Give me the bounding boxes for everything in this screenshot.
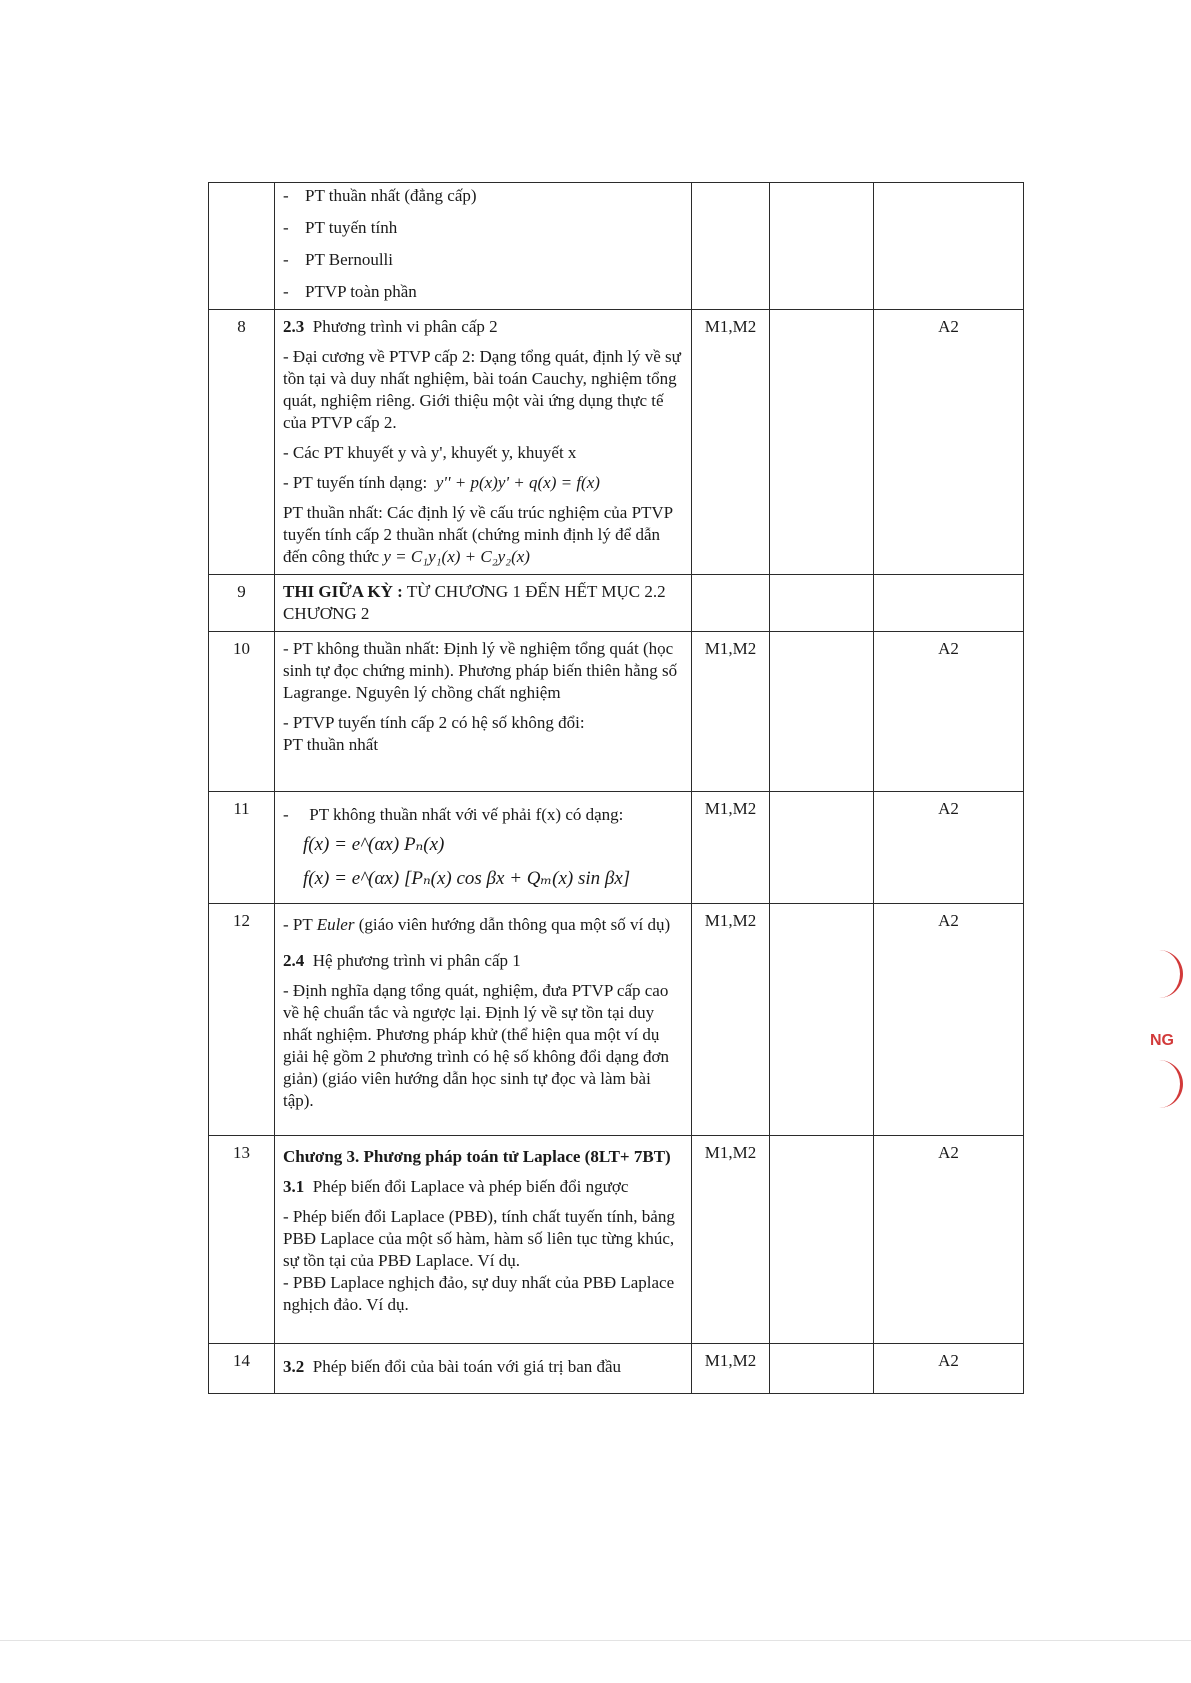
- empty-cell: [770, 575, 874, 632]
- formula: f(x) = e^(αx) [Pₙ(x) cos βx + Qₘ(x) sin βx]: [303, 868, 631, 889]
- week-number-cell: 8: [209, 310, 275, 575]
- week-number-cell: 14: [209, 1344, 275, 1394]
- paragraph: - PT Euler (giáo viên hướng dẫn thông qua một số ví dụ): [283, 915, 671, 934]
- exam-label: THI GIỮA KỲ :: [283, 582, 403, 601]
- content-cell: [275, 183, 692, 310]
- content-cell: [275, 632, 692, 792]
- clo-cell: [692, 575, 770, 632]
- assessment-cell: A2: [874, 904, 1024, 1136]
- week-number-cell: 12: [209, 904, 275, 1136]
- formula: f(x) = e^(αx) Pₙ(x): [303, 834, 445, 855]
- clo-cell: M1,M2: [692, 904, 770, 1136]
- formula: y = C₁y₁(x) + C₂y₂(x): [383, 547, 530, 566]
- table-row: [209, 310, 1024, 575]
- table-row: [209, 1136, 1024, 1344]
- paragraph: - PT không thuần nhất với vế phải f(x) có dạng:: [283, 805, 624, 824]
- list-item: - PTVP toàn phần: [283, 282, 417, 301]
- clo-cell: M1,M2: [692, 1136, 770, 1344]
- assessment-cell: A2: [874, 1344, 1024, 1394]
- exam-scope: TỪ CHƯƠNG 1 ĐẾN HẾT MỤC 2.2 CHƯƠNG 2: [283, 582, 666, 623]
- empty-cell: [770, 310, 874, 575]
- table-row: [209, 632, 1024, 792]
- clo-cell: M1,M2: [692, 632, 770, 792]
- assessment-cell: A2: [874, 632, 1024, 792]
- section-heading: 2.3 Phương trình vi phân cấp 2: [283, 317, 498, 336]
- clo-cell: [692, 183, 770, 310]
- week-number-cell: 11: [209, 792, 275, 904]
- syllabus-table: [208, 182, 1024, 1394]
- empty-cell: [770, 183, 874, 310]
- clo-cell: M1,M2: [692, 310, 770, 575]
- stamp-arc: [1148, 1060, 1183, 1108]
- week-number-cell: [209, 183, 275, 310]
- paragraph: PT thuần nhất: [283, 735, 379, 754]
- list-item: - PT thuần nhất (đẳng cấp): [283, 186, 477, 205]
- table-row: [209, 575, 1024, 632]
- table-row: [209, 904, 1024, 1136]
- week-number-cell: 13: [209, 1136, 275, 1344]
- empty-cell: [770, 792, 874, 904]
- section-heading: 2.4 Hệ phương trình vi phân cấp 1: [283, 951, 521, 970]
- empty-cell: [770, 1136, 874, 1344]
- paragraph: PT thuần nhất: Các định lý về cấu trúc nghiệm của PTVP tuyến tính cấp 2 thuần nhất (chứng minh định lý để dẫn đến công thức y = C₁y₁(x) + C₂y₂(x): [283, 503, 673, 566]
- clo-cell: M1,M2: [692, 792, 770, 904]
- assessment-cell: A2: [874, 792, 1024, 904]
- table-row: [209, 1344, 1024, 1394]
- assessment-cell: A2: [874, 310, 1024, 575]
- content-cell: [275, 792, 692, 904]
- section-heading: 3.1 Phép biến đổi Laplace và phép biến đổi ngược: [283, 1177, 629, 1196]
- paragraph: - Phép biến đổi Laplace (PBĐ), tính chất tuyến tính, bảng PBĐ Laplace của một số hàm, hàm số liên tục từng khúc, sự tồn tại của PBĐ Laplace. Ví dụ.: [283, 1207, 675, 1270]
- content-cell: [275, 575, 692, 632]
- formula: y'' + p(x)y' + q(x) = f(x): [435, 473, 600, 492]
- assessment-cell: [874, 183, 1024, 310]
- paragraph: - Đại cương về PTVP cấp 2: Dạng tổng quát, định lý về sự tồn tại và duy nhất nghiệm, bài toán Cauchy, nghiệm tổng quát, nghiệm riêng. Giới thiệu một vài ứng dụng thực tế của PTVP cấp 2.: [283, 347, 681, 432]
- content-cell: [275, 904, 692, 1136]
- paragraph: - PTVP tuyến tính cấp 2 có hệ số không đổi:: [283, 713, 585, 732]
- table-row: [209, 792, 1024, 904]
- paragraph: - PBĐ Laplace nghịch đảo, sự duy nhất của PBĐ Laplace nghịch đảo. Ví dụ.: [283, 1273, 675, 1314]
- empty-cell: [770, 632, 874, 792]
- stamp-text: NG: [1150, 1032, 1174, 1049]
- list-item: - PT tuyến tính: [283, 218, 398, 237]
- list-item: - PT Bernoulli: [283, 250, 393, 269]
- stamp-arc: [1148, 950, 1183, 998]
- paragraph: - PT không thuần nhất: Định lý về nghiệm tổng quát (học sinh tự đọc chứng minh). Phương pháp biến thiên hằng số Lagrange. Nguyên lý chồng chất nghiệm: [283, 639, 678, 702]
- week-number-cell: 10: [209, 632, 275, 792]
- scan-edge-line: [0, 1640, 1191, 1641]
- chapter-title: Chương 3. Phương pháp toán tử Laplace (8LT+ 7BT): [283, 1147, 671, 1166]
- week-number-cell: 9: [209, 575, 275, 632]
- empty-cell: [770, 1344, 874, 1394]
- content-cell: [275, 1136, 692, 1344]
- content-cell: 3.2 Phép biến đổi của bài toán với giá trị ban đầu: [275, 1344, 692, 1394]
- paragraph: - Các PT khuyết y và y', khuyết y, khuyết x: [283, 443, 577, 462]
- paragraph: - Định nghĩa dạng tổng quát, nghiệm, đưa PTVP cấp cao về hệ chuẩn tắc và ngược lại. Định lý về sự tồn tại duy nhất nghiệm. Phương pháp khử (thể hiện qua một ví dụ giải hệ gồm 2 phương trình có hệ số không đổi dạng đơn giản) (giáo viên hướng dẫn học sinh tự đọc và làm bài tập).: [283, 981, 670, 1110]
- red-seal-stamp: [1140, 950, 1188, 1120]
- assessment-cell: A2: [874, 1136, 1024, 1344]
- assessment-cell: [874, 575, 1024, 632]
- paragraph: - PT tuyến tính dạng: y'' + p(x)y' + q(x) = f(x): [283, 473, 600, 492]
- empty-cell: [770, 904, 874, 1136]
- table-row: [209, 183, 1024, 310]
- clo-cell: M1,M2: [692, 1344, 770, 1394]
- content-cell: [275, 310, 692, 575]
